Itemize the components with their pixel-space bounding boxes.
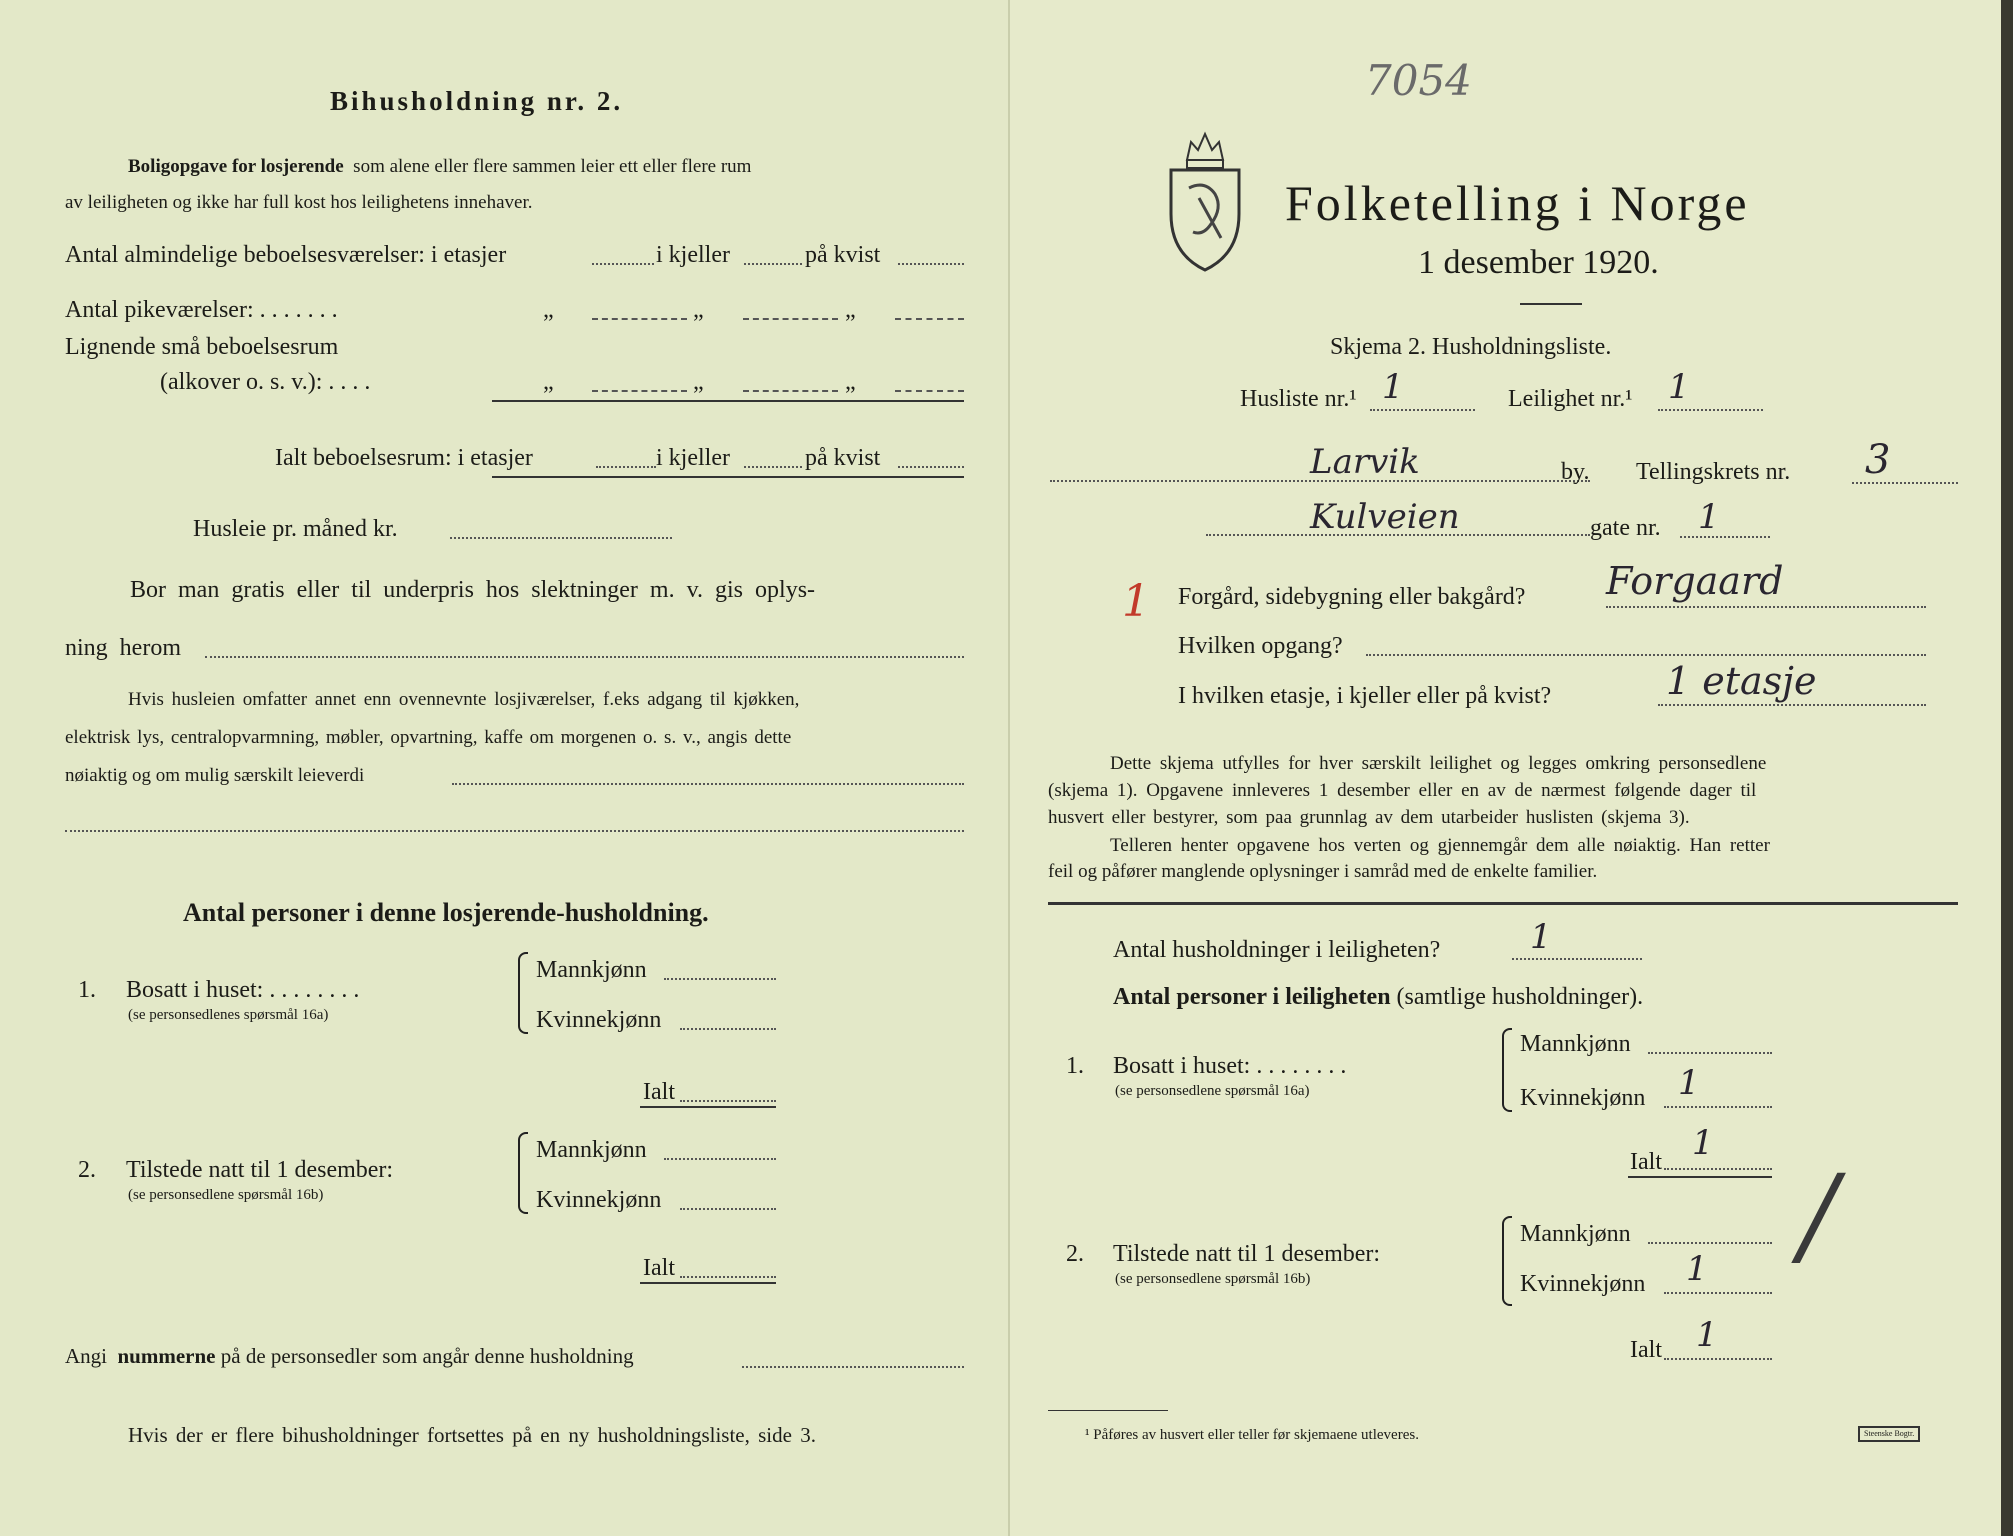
left-q1-female-label: Kvinnekjønn bbox=[536, 1007, 662, 1033]
left-q2-brace bbox=[518, 1132, 528, 1214]
households-field[interactable] bbox=[1512, 958, 1642, 960]
archive-number: 7054 bbox=[1365, 56, 1472, 105]
title-rule bbox=[1520, 303, 1582, 305]
left-q1-female-field[interactable] bbox=[680, 1028, 776, 1030]
intro-line-1: Boligopgave for losjerende som alene eller flere sammen leier ett eller flere rum bbox=[128, 156, 752, 177]
right-q1-female-value: 1 bbox=[1678, 1063, 1700, 1103]
instruction-line-1: Dette skjema utfylles for hver særskilt leilighet og legges omkring personsedlene bbox=[1110, 753, 1767, 774]
maid-rooms-label: Antal pikeværelser: . . . . . . . bbox=[65, 297, 338, 323]
right-q1-brace bbox=[1502, 1028, 1512, 1112]
rooms-floors-field[interactable] bbox=[592, 263, 654, 265]
right-q1-female-label: Kvinnekjønn bbox=[1520, 1085, 1646, 1111]
instruction-rule bbox=[1048, 902, 1958, 905]
left-q2-total-rule bbox=[640, 1282, 776, 1284]
left-q1-sub: (se personsedlenes spørsmål 16a) bbox=[128, 1007, 329, 1023]
rent-includes-line-3: nøiaktig og om mulig særskilt leieverdi bbox=[65, 765, 365, 786]
left-q1-total-rule bbox=[640, 1106, 776, 1108]
district-value: 3 bbox=[1865, 437, 1891, 483]
right-q1-sub: (se personsedlene spørsmål 16a) bbox=[1115, 1083, 1310, 1099]
right-q2-sub: (se personsedlene spørsmål 16b) bbox=[1115, 1271, 1311, 1287]
small-ditto-2: „ bbox=[693, 369, 704, 395]
numbers-field[interactable] bbox=[742, 1366, 964, 1368]
right-title: Folketelling i Norge bbox=[1285, 175, 1750, 231]
small-ditto-3: „ bbox=[845, 369, 856, 395]
right-q2-male-field[interactable] bbox=[1648, 1242, 1772, 1244]
small-rooms-label-1: Lignende små beboelsesrum bbox=[65, 334, 339, 360]
street-value: Kulveien bbox=[1310, 497, 1460, 537]
street-number-field[interactable] bbox=[1680, 536, 1770, 538]
small-cellar-field[interactable] bbox=[743, 390, 838, 392]
right-q1-male-field[interactable] bbox=[1648, 1052, 1772, 1054]
rent-field[interactable] bbox=[450, 537, 672, 539]
yard-field[interactable] bbox=[1606, 606, 1926, 608]
left-q1-total-label: Ialt bbox=[643, 1079, 675, 1105]
yard-label: Forgård, sidebygning eller bakgård? bbox=[1178, 584, 1526, 610]
right-q2-female-field[interactable] bbox=[1664, 1292, 1772, 1294]
right-q1-female-field[interactable] bbox=[1664, 1106, 1772, 1108]
rent-label: Husleie pr. måned kr. bbox=[193, 516, 398, 542]
left-q2-label: Tilstede natt til 1 desember: bbox=[126, 1157, 394, 1183]
total-floors-field[interactable] bbox=[596, 466, 656, 468]
right-q1-total-field[interactable] bbox=[1664, 1168, 1772, 1170]
right-q2-number: 2. bbox=[1066, 1241, 1084, 1267]
floor-label: I hvilken etasje, i kjeller eller på kvist? bbox=[1178, 683, 1552, 709]
right-persons-heading: Antal personer i leiligheten (samtlige husholdninger). bbox=[1113, 984, 1644, 1010]
right-q2-total-value: 1 bbox=[1696, 1315, 1718, 1355]
schema-label: Skjema 2. Husholdningsliste. bbox=[1330, 334, 1612, 360]
census-date: 1 desember 1920. bbox=[1418, 244, 1659, 281]
right-q1-total-label: Ialt bbox=[1630, 1149, 1662, 1175]
margin-mark: 1 bbox=[1122, 576, 1150, 627]
total-cellar-label: i kjeller bbox=[656, 445, 730, 471]
right-q2-male-label: Mannkjønn bbox=[1520, 1221, 1631, 1247]
left-q2-female-field[interactable] bbox=[680, 1208, 776, 1210]
small-rooms-label-2: (alkover o. s. v.): . . . . bbox=[160, 369, 371, 395]
floor-value: 1 etasje bbox=[1666, 659, 1817, 703]
right-q2-label: Tilstede natt til 1 desember: bbox=[1113, 1241, 1381, 1267]
rooms-attic-label: på kvist bbox=[805, 242, 881, 268]
right-page-husholdningsliste bbox=[1010, 0, 2013, 1536]
apartment-label: Leilighet nr.¹ bbox=[1508, 386, 1633, 412]
total-rule bbox=[492, 476, 964, 478]
left-q2-total-label: Ialt bbox=[643, 1255, 675, 1281]
apartment-field[interactable] bbox=[1658, 409, 1763, 411]
left-q1-label: Bosatt i huset: . . . . . . . . bbox=[126, 977, 360, 1003]
right-q2-total-label: Ialt bbox=[1630, 1337, 1662, 1363]
district-field[interactable] bbox=[1852, 482, 1958, 484]
sum-rule bbox=[492, 400, 964, 402]
street-number-value: 1 bbox=[1698, 497, 1720, 537]
town-label: by. bbox=[1561, 459, 1590, 485]
households-label: Antal husholdninger i leiligheten? bbox=[1113, 937, 1441, 963]
town-value: Larvik bbox=[1310, 442, 1420, 482]
left-q1-male-field[interactable] bbox=[664, 978, 776, 980]
maid-floors-field[interactable] bbox=[592, 318, 687, 320]
right-q2-female-value: 1 bbox=[1686, 1249, 1708, 1289]
rooms-label: Antal almindelige beboelsesværelser: i etasjer bbox=[65, 242, 507, 268]
street-field[interactable] bbox=[1206, 534, 1590, 536]
left-q2-female-label: Kvinnekjønn bbox=[536, 1187, 662, 1213]
intro-line-2: av leiligheten og ikke har full kost hos leilighetens innehaver. bbox=[65, 192, 533, 213]
maid-cellar-field[interactable] bbox=[743, 318, 838, 320]
district-label: Tellingskrets nr. bbox=[1636, 459, 1791, 485]
free-rent-line-2: ning herom bbox=[65, 635, 181, 661]
instruction-line-5: feil og påfører manglende oplysninger i samråd med de enkelte familier. bbox=[1048, 861, 1598, 882]
left-q2-number: 2. bbox=[78, 1157, 96, 1183]
entrance-label: Hvilken opgang? bbox=[1178, 633, 1343, 659]
left-persons-heading: Antal personer i denne losjerende-husholdning. bbox=[183, 898, 709, 927]
entrance-field[interactable] bbox=[1366, 654, 1926, 656]
left-q2-total-field[interactable] bbox=[680, 1276, 776, 1278]
households-value: 1 bbox=[1530, 917, 1552, 957]
right-q2-female-label: Kvinnekjønn bbox=[1520, 1271, 1646, 1297]
rent-includes-line-2: elektrisk lys, centralopvarmning, møbler, opvartning, kaffe om morgenen o. s. v., angis dette bbox=[65, 727, 792, 748]
right-q1-total-rule bbox=[1628, 1176, 1772, 1178]
left-q2-male-field[interactable] bbox=[664, 1158, 776, 1160]
total-attic-field[interactable] bbox=[898, 466, 964, 468]
printer-stamp: Steenske Bogtr. bbox=[1858, 1426, 1920, 1442]
house-list-value: 1 bbox=[1382, 367, 1404, 407]
yard-value: Forgaard bbox=[1606, 559, 1784, 603]
rent-includes-line-1: Hvis husleien omfatter annet enn ovennevnte losjiværelser, f.eks adgang til kjøkken, bbox=[128, 689, 800, 710]
street-label: gate nr. bbox=[1590, 515, 1661, 541]
footnote: ¹ Påføres av husvert eller teller før skjemaene utleveres. bbox=[1085, 1427, 1419, 1443]
right-q1-male-label: Mannkjønn bbox=[1520, 1031, 1631, 1057]
house-list-field[interactable] bbox=[1370, 409, 1475, 411]
right-q1-number: 1. bbox=[1066, 1053, 1084, 1079]
right-q2-brace bbox=[1502, 1216, 1512, 1306]
instruction-line-4: Telleren henter opgavene hos verten og gjennemgår dem alle nøiaktig. Han retter bbox=[1110, 835, 1770, 856]
right-q2-total-field[interactable] bbox=[1664, 1358, 1772, 1360]
town-field[interactable] bbox=[1050, 480, 1590, 482]
left-q1-male-label: Mannkjønn bbox=[536, 957, 647, 983]
left-q2-sub: (se personsedlene spørsmål 16b) bbox=[128, 1187, 324, 1203]
small-floors-field[interactable] bbox=[592, 390, 687, 392]
numbers-line: Angi nummerne på de personsedler som angår denne husholdning bbox=[65, 1344, 634, 1368]
maid-attic-field[interactable] bbox=[895, 318, 964, 320]
rent-value-field-2[interactable] bbox=[65, 830, 964, 832]
house-list-label: Husliste nr.¹ bbox=[1240, 386, 1357, 412]
left-q1-total-field[interactable] bbox=[680, 1100, 776, 1102]
right-q1-label: Bosatt i huset: . . . . . . . . bbox=[1113, 1053, 1347, 1079]
instruction-line-2: (skjema 1). Opgavene innleveres 1 desember eller en av de nærmest følgende dager til bbox=[1048, 780, 1757, 801]
maid-ditto-2: „ bbox=[693, 297, 704, 323]
small-attic-field[interactable] bbox=[895, 390, 964, 392]
continue-note: Hvis der er flere bihusholdninger fortsettes på en ny husholdningsliste, side 3. bbox=[128, 1423, 816, 1447]
scan-edge bbox=[2001, 0, 2013, 1536]
free-rent-field[interactable] bbox=[205, 656, 964, 658]
left-q1-number: 1. bbox=[78, 977, 96, 1003]
footnote-rule bbox=[1048, 1410, 1168, 1411]
check-mark-stroke: / bbox=[1800, 1151, 1838, 1279]
total-rooms-label: Ialt beboelsesrum: i etasjer bbox=[275, 445, 533, 471]
maid-ditto-3: „ bbox=[845, 297, 856, 323]
small-ditto-1: „ bbox=[543, 369, 554, 395]
rooms-cellar-field[interactable] bbox=[744, 263, 802, 265]
left-q1-brace bbox=[518, 952, 528, 1034]
floor-field[interactable] bbox=[1658, 704, 1926, 706]
total-cellar-field[interactable] bbox=[744, 466, 802, 468]
right-q1-total-value: 1 bbox=[1692, 1123, 1714, 1163]
free-rent-line-1: Bor man gratis eller til underpris hos slektninger m. v. gis oplys- bbox=[130, 577, 816, 603]
maid-ditto-1: „ bbox=[543, 297, 554, 323]
left-q2-male-label: Mannkjønn bbox=[536, 1137, 647, 1163]
rent-value-field[interactable] bbox=[452, 783, 964, 785]
rooms-attic-field[interactable] bbox=[898, 263, 964, 265]
total-attic-label: på kvist bbox=[805, 445, 881, 471]
apartment-value: 1 bbox=[1668, 367, 1690, 407]
left-title: Bihusholdning nr. 2. bbox=[330, 86, 624, 116]
instruction-line-3: husvert eller bestyrer, som paa grunnlag av dem utarbeider huslisten (skjema 3). bbox=[1048, 807, 1690, 828]
rooms-cellar-label: i kjeller bbox=[656, 242, 730, 268]
norwegian-coat-of-arms-icon bbox=[1165, 128, 1245, 274]
